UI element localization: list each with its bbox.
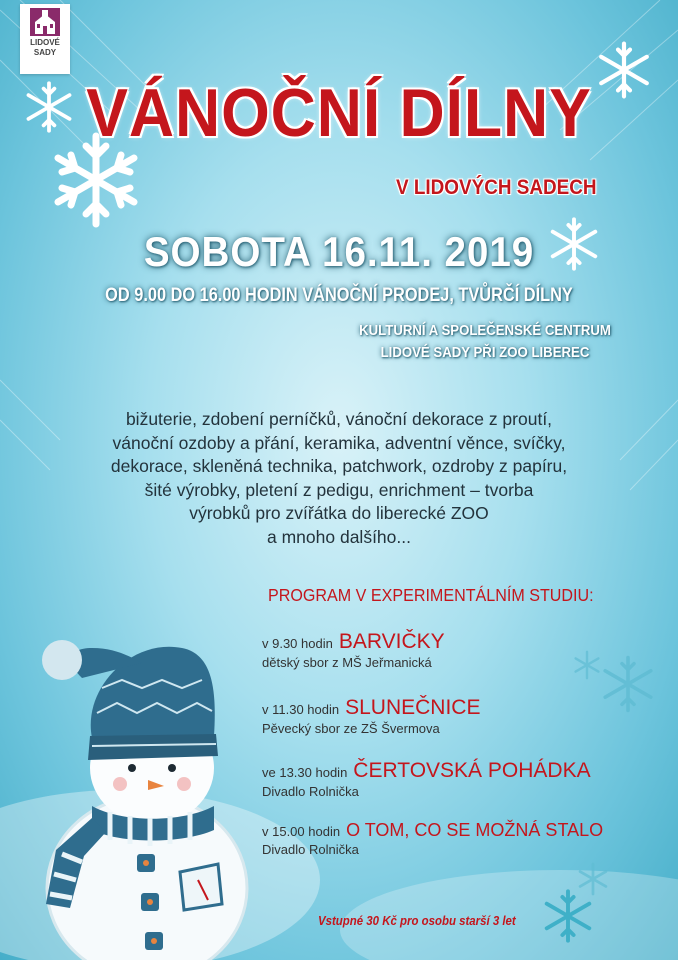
snowman-illustration (22, 618, 252, 960)
items-line: vánoční ozdoby a přání, keramika, adventní věnce, svíčky, (112, 432, 566, 453)
program-entry (262, 696, 480, 736)
items-line: bižuterie, zdobení perníčků, vánoční dekorace z proutí, (125, 409, 553, 429)
program-desc: Pěvecký sbor ze ZŠ Švermova (262, 721, 440, 736)
logo (20, 4, 70, 74)
items-line: výrobků pro zvířátka do liberecké ZOO (189, 503, 489, 523)
items-line: a mnoho dalšího... (267, 526, 411, 547)
program-name: O TOM, CO SE MOŽNÁ STALO (346, 820, 604, 840)
items-list (40, 408, 638, 549)
venue-line-1: KULTURNÍ A SPOLEČENSKÉ CENTRUM (359, 322, 611, 339)
program-time: ve 13.30 hodin (262, 765, 348, 780)
program-name: SLUNEČNICE (345, 696, 481, 719)
venue (357, 320, 612, 364)
venue-line-2: LIDOVÉ SADY PŘI ZOO LIBEREC (380, 344, 590, 361)
program-entry (262, 630, 445, 670)
program-time: v 11.30 hodin (262, 702, 340, 717)
event-hours: OD 9.00 DO 16.00 HODIN VÁNOČNÍ PRODEJ, TVŮRČÍ DÍLNY (105, 285, 573, 306)
program-entry (262, 759, 591, 799)
program-desc: dětský sbor z MŠ Jeřmanická (262, 655, 432, 670)
items-line: šité výrobky, pletení z pedigu, enrichment – tvorba (144, 479, 534, 500)
admission-note: Vstupné 30 Kč pro osobu starší 3 let (318, 913, 516, 928)
event-date: SOBOTA 16.11. 2019 (143, 228, 535, 275)
subtitle: V LIDOVÝCH SADECH (396, 176, 597, 199)
logo-line-1: LIDOVÉ (30, 38, 60, 47)
program-name: ČERTOVSKÁ POHÁDKA (353, 759, 591, 782)
snowflake-icon (572, 650, 602, 680)
church-icon (30, 8, 60, 36)
program-time: v 15.00 hodin (262, 824, 341, 839)
items-line: dekorace, skleněná technika, patchwork, ozdroby z papíru, (110, 456, 568, 476)
program-desc: Divadlo Rolnička (262, 842, 359, 857)
program-name: BARVIČKY (338, 630, 445, 653)
logo-line-2: SADY (33, 48, 57, 57)
program-desc: Divadlo Rolnička (262, 784, 359, 799)
snowflake-icon (540, 888, 596, 944)
snowflake-icon (576, 862, 610, 896)
program-entry (262, 820, 603, 857)
program-time: v 9.30 hodin (262, 636, 333, 651)
program-heading: PROGRAM V EXPERIMENTÁLNÍM STUDIU: (268, 585, 594, 605)
page-title: VÁNOČNÍ DÍLNY (86, 75, 592, 151)
snowflake-icon (598, 654, 658, 714)
